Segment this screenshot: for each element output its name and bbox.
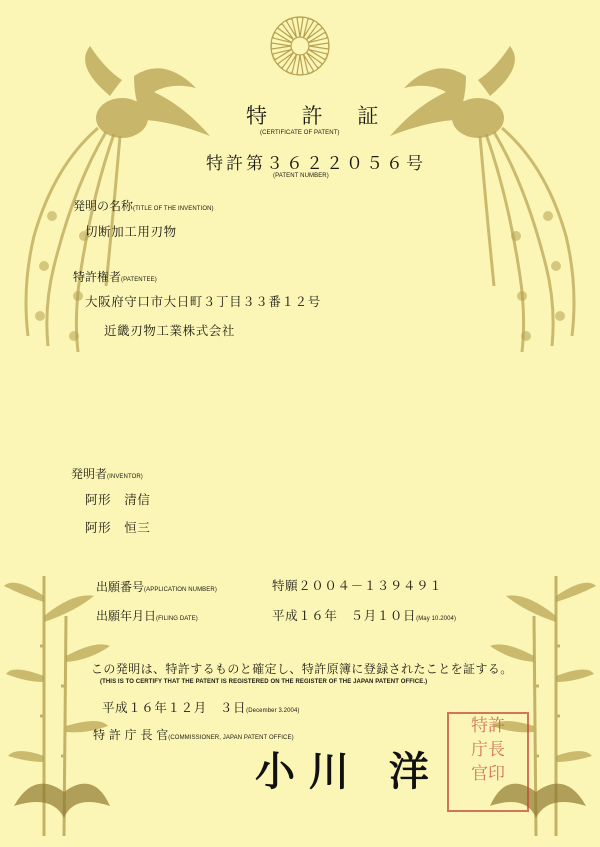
patentee-label-en: (PATENTEE) (121, 277, 157, 283)
inventor-label-row (71, 463, 143, 482)
invention-label: 発明の名称 (73, 199, 134, 213)
filing-date-en: (May 10.2004) (416, 616, 457, 622)
certification-statement-en: (THIS IS TO CERTIFY THAT THE PATENT IS REGISTERED ON THE REGISTER OF THE JAPAN PATENT OFFICE.) (100, 679, 428, 685)
application-label-row (96, 576, 217, 595)
invention-label-en: (TITLE OF THE INVENTION) (133, 206, 214, 212)
patent-number: 特許第３６２２０５６号 (206, 154, 426, 174)
certification-statement: この発明は、特許するものと確定し、特許原簿に登録されたことを証する。 (91, 662, 513, 676)
certificate-title-en: (CERTIFICATE OF PATENT) (260, 130, 340, 136)
certification-date-row (102, 697, 300, 716)
patent-number-en: (PATENT NUMBER) (273, 173, 329, 179)
commissioner-label: 特 許 庁 長 官 (93, 728, 169, 742)
invention-label-row (73, 195, 214, 214)
left-bamboo-ornament-icon (4, 556, 114, 836)
filing-date: 平成１６年 ５月１０日 (272, 608, 417, 623)
patentee-label: 特許権者 (73, 270, 122, 284)
commissioner-signature: 小 川 洋 (255, 748, 429, 795)
filing-label: 出願年月日 (96, 609, 157, 623)
certificate-title: 特 許 証 (246, 104, 393, 128)
right-phoenix-ornament-icon (386, 36, 586, 356)
filing-date-row (272, 605, 456, 624)
patentee-address: 大阪府守口市大日町３丁目３３番１２号 (85, 294, 321, 309)
certification-date-en: (December 3.2004) (246, 708, 300, 714)
inventor-label: 発明者 (71, 467, 108, 481)
certification-date: 平成１６年１２月 ３日 (102, 700, 247, 715)
seal-line: 官印 (471, 764, 505, 784)
inventor-label-en: (INVENTOR) (107, 474, 143, 480)
patentee-name: 近畿刃物工業株式会社 (104, 323, 236, 338)
application-label: 出願番号 (96, 580, 145, 594)
inventor-name: 阿形 恒三 (85, 520, 151, 535)
application-number: 特願２００４－１３９４９１ (272, 578, 443, 593)
filing-label-row (96, 605, 198, 624)
official-seal-stamp (447, 712, 529, 812)
patentee-label-row (73, 266, 157, 285)
invention-title: 切断加工用刃物 (85, 224, 177, 239)
commissioner-label-en: (COMMISSIONER, JAPAN PATENT OFFICE) (168, 735, 294, 741)
seal-line: 庁長 (471, 740, 505, 760)
seal-line: 特許 (471, 716, 505, 736)
application-label-en: (APPLICATION NUMBER) (144, 587, 217, 593)
chrysanthemum-crest-icon (268, 14, 332, 78)
filing-label-en: (FILING DATE) (156, 616, 198, 622)
inventor-name: 阿形 清信 (85, 492, 151, 507)
